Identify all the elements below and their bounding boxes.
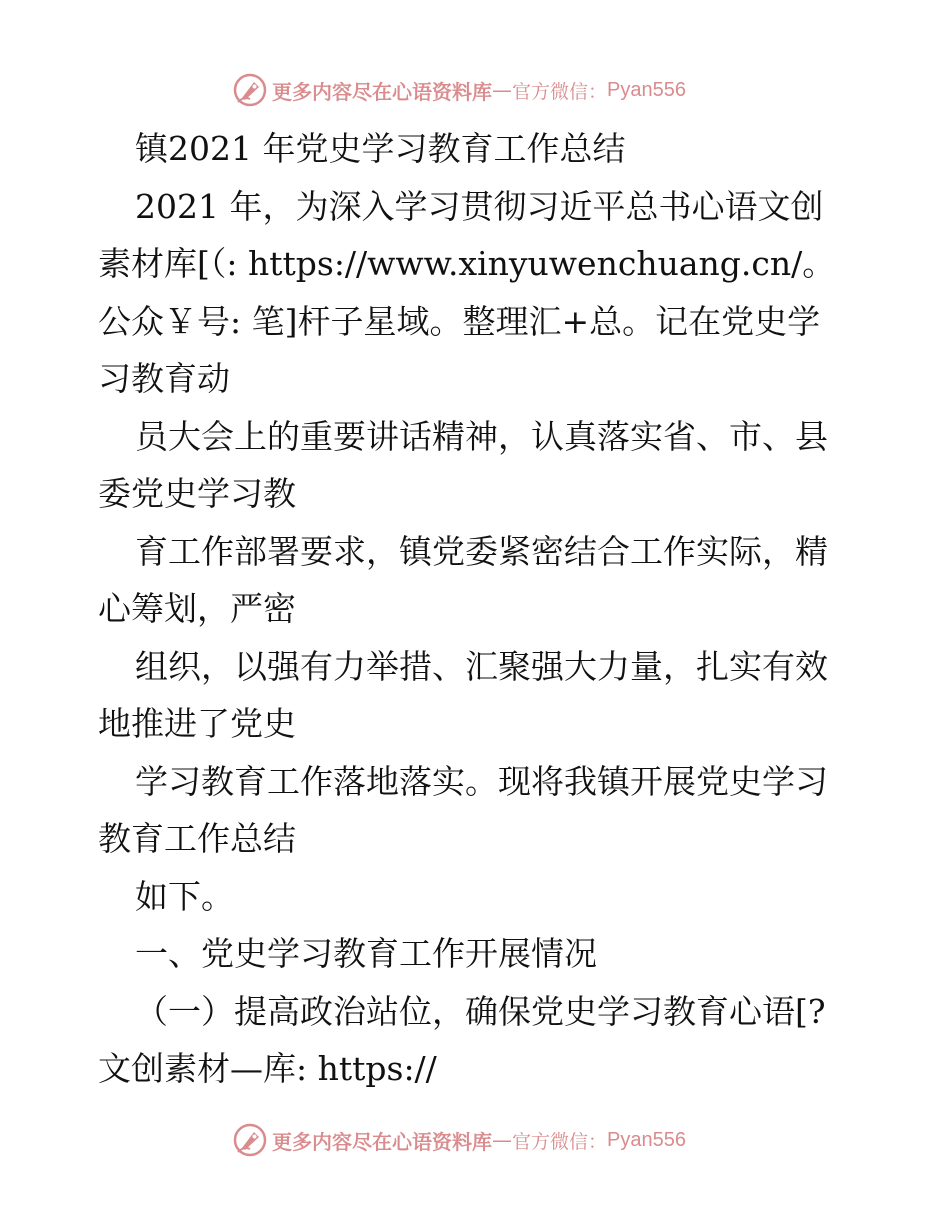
watermark-main-text: 更多内容尽在心语资料库 bbox=[272, 1129, 492, 1154]
paragraph-line: 如下。 bbox=[135, 876, 234, 916]
pen-nib-logo-icon bbox=[232, 72, 268, 108]
paragraph-line: 教育工作总结 bbox=[98, 819, 296, 858]
watermark-wechat-id: Pyan556 bbox=[607, 1128, 686, 1151]
watermark-separator: — bbox=[492, 1128, 512, 1152]
paragraph-line: 2021 年，为深入学习贯彻习近平总书心语文创 bbox=[135, 186, 824, 226]
paragraph-line: 文创素材—库: https:// bbox=[98, 1049, 437, 1088]
pen-nib-logo-icon bbox=[232, 1122, 268, 1158]
paragraph-line: 育工作部署要求，镇党委紧密结合工作实际，精 bbox=[135, 531, 828, 571]
document-body bbox=[98, 120, 858, 1098]
paragraph-line: 心筹划，严密 bbox=[98, 589, 296, 628]
watermark-wechat-id: Pyan556 bbox=[607, 78, 686, 101]
paragraph-line: 员大会上的重要讲话精神，认真落实省、市、县 bbox=[135, 416, 828, 456]
watermark-separator: — bbox=[492, 78, 512, 102]
paragraph-line: 习教育动 bbox=[98, 359, 230, 398]
paragraph-line: 委党史学习教 bbox=[98, 474, 296, 513]
paragraph-line: 素材库[（: https://www.xinyuwenchuang.cn/。 bbox=[98, 244, 836, 283]
paragraph-line: 学习教育工作落地落实。现将我镇开展党史学习 bbox=[135, 761, 828, 801]
paragraph-line: 地推进了党史 bbox=[98, 704, 296, 743]
paragraph-line: 组织，以强有力举措、汇聚强大力量，扎实有效 bbox=[135, 646, 828, 686]
header-watermark bbox=[232, 70, 732, 110]
document-title: 镇2021 年党史学习教育工作总结 bbox=[135, 129, 626, 168]
watermark-main-text: 更多内容尽在心语资料库 bbox=[272, 79, 492, 104]
footer-watermark bbox=[232, 1120, 732, 1160]
section-heading: 一、党史学习教育工作开展情况 bbox=[135, 934, 597, 973]
subsection-heading: （一）提高政治站位，确保党史学习教育心语[? bbox=[135, 991, 826, 1031]
watermark-wechat-label: 官方微信： bbox=[512, 1130, 608, 1153]
paragraph-line: 公众￥号: 笔]杆子星域。整理汇+总。记在党史学 bbox=[98, 301, 821, 341]
watermark-wechat-label: 官方微信： bbox=[512, 80, 608, 103]
